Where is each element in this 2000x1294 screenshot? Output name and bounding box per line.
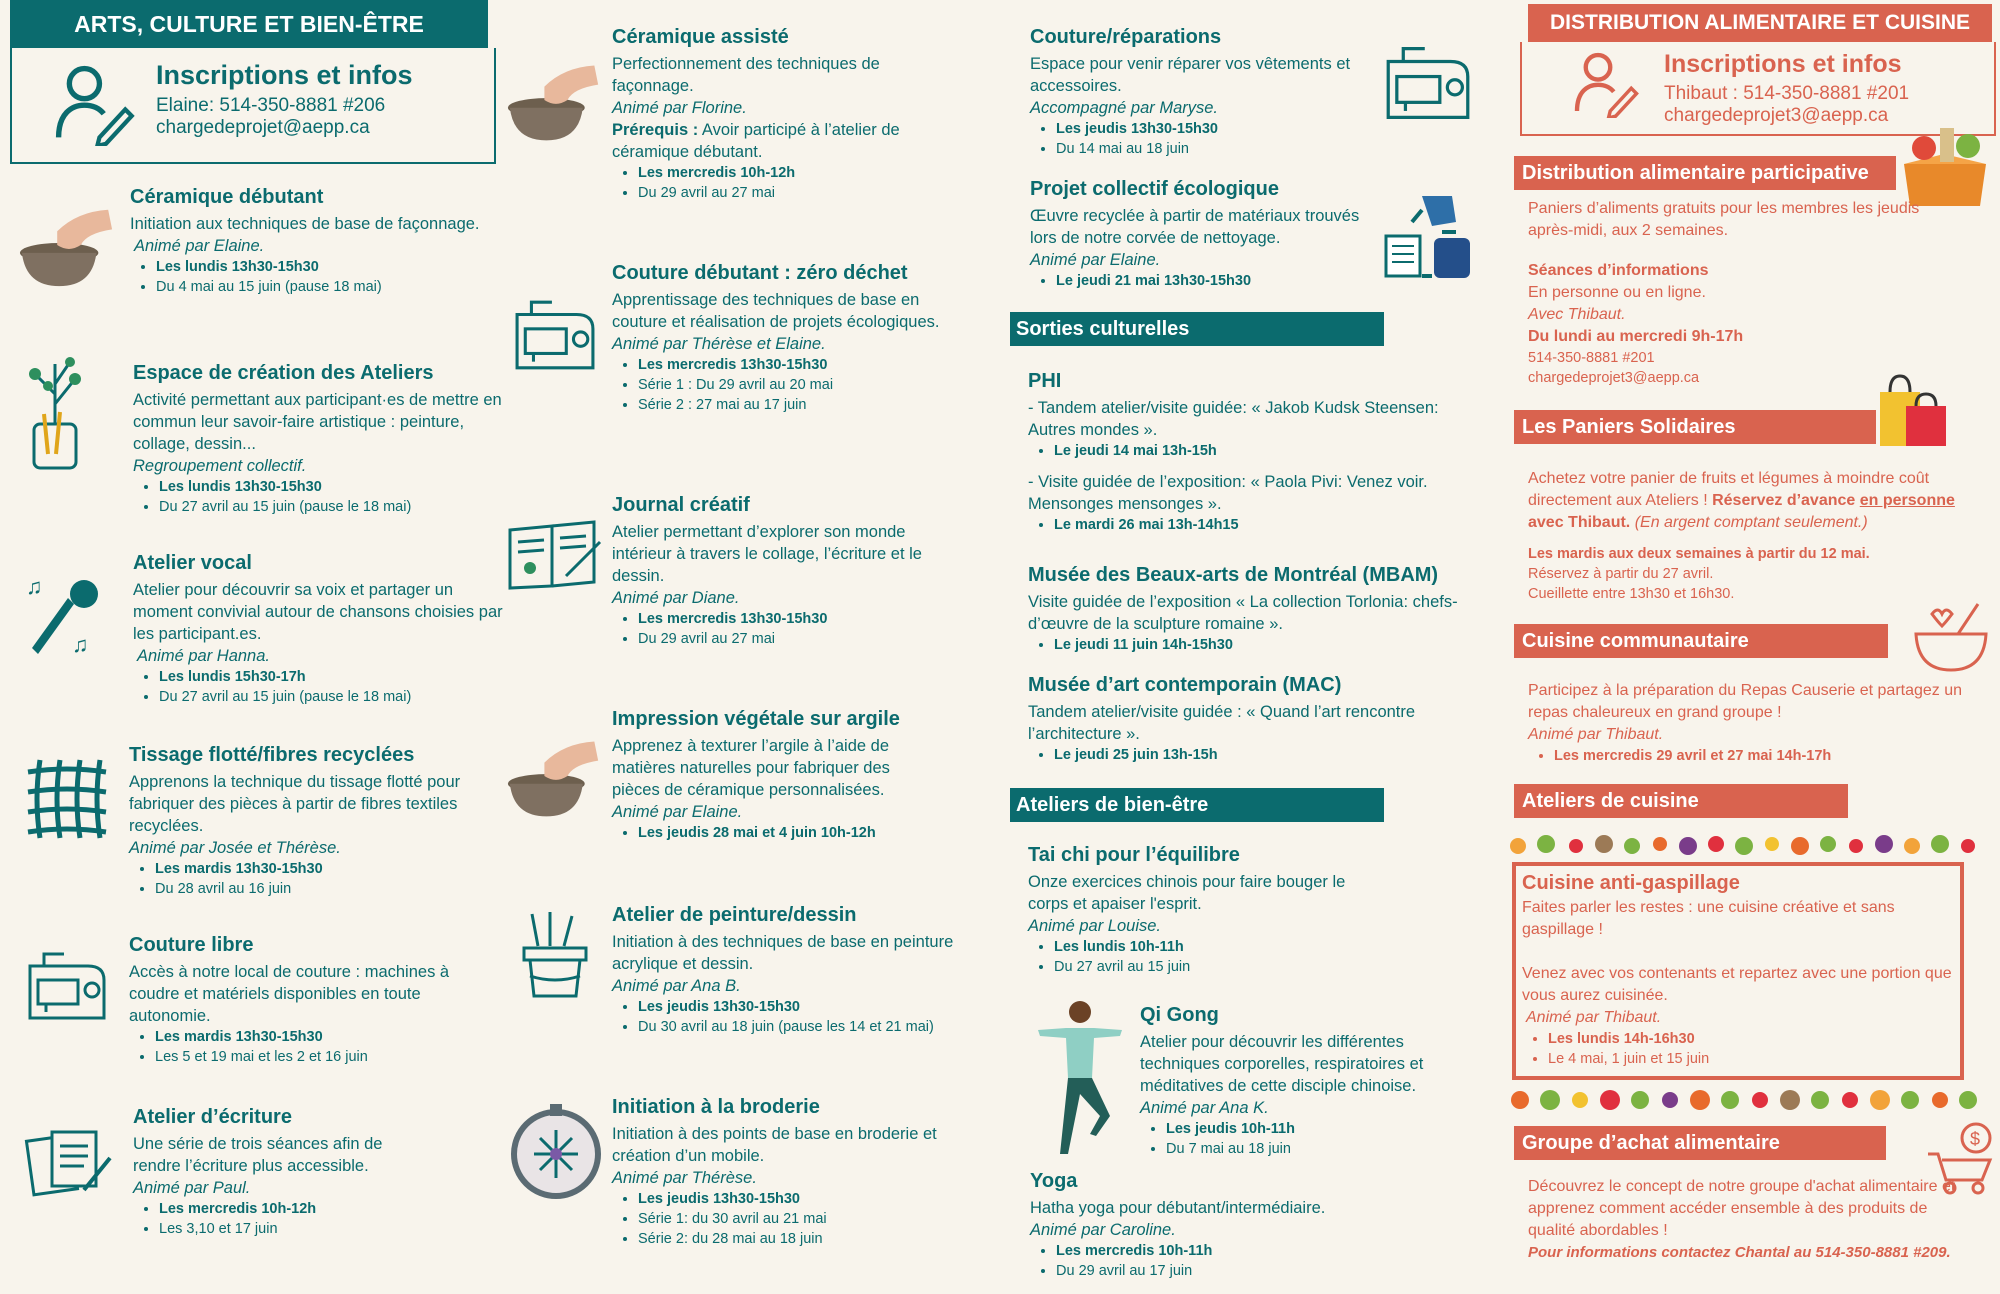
- activity-schedule: • Les mercredis 10h-12h: [159, 1199, 433, 1219]
- activity-title: Qi Gong: [1140, 1004, 1219, 1026]
- paniers-note-2: Cueillette entre 13h30 et 16h30.: [1528, 586, 1735, 602]
- svg-text:$: $: [1970, 1129, 1981, 1149]
- qigong-person-icon: [1030, 996, 1130, 1160]
- activity-schedule: • Les mardis 13h30-15h30: [155, 859, 499, 879]
- antigaspi-animator: Animé par Thibaut.: [1526, 1009, 1662, 1026]
- activity-dates: • Du 7 mai au 18 juin: [1166, 1139, 1460, 1159]
- outing-schedule: • Le jeudi 25 juin 13h-15h: [1054, 745, 1468, 765]
- paniers-schedule: Les mardis aux deux semaines à partir du 12 mai.: [1528, 546, 1870, 562]
- activity-ceramique-assiste: [612, 26, 932, 203]
- activity-desc: Atelier pour découvrir sa voix et partager un moment convivial autour de chansons choisies par les participant.es.: [133, 581, 503, 643]
- pottery-bowl-icon: [506, 732, 602, 822]
- activity-title: Céramique débutant: [130, 186, 324, 208]
- activity-title: Espace de création des Ateliers: [133, 362, 434, 384]
- activity-schedule: • Les lundis 15h30-17h: [159, 667, 505, 687]
- activity-animator: Animé par Caroline.: [1030, 1221, 1176, 1239]
- svg-text:♫: ♫: [26, 574, 43, 599]
- paniers-block: [1528, 468, 1978, 604]
- activity-desc: Accès à notre local de couture : machines à coudre et matériels disponibles en toute autonomie.: [129, 963, 450, 1025]
- activity-broderie: [612, 1096, 952, 1249]
- embroidery-hoop-icon: [508, 1100, 604, 1200]
- activity-schedule: • Les jeudis 28 mai et 4 juin 10h-12h: [638, 823, 942, 843]
- cuisine-communautaire-header: Cuisine communautaire: [1514, 624, 1888, 658]
- activity-title: Couture/réparations: [1030, 26, 1222, 48]
- activity-atelier-vocal: [133, 552, 505, 707]
- groupe-achat-block: [1528, 1176, 1968, 1264]
- activity-title: Atelier de peinture/dessin: [612, 904, 857, 926]
- sewing-machine-icon: [510, 294, 600, 376]
- activity-schedule: • Le jeudi 21 mai 13h30-15h30: [1056, 271, 1380, 291]
- activity-dates-2: • Série 2 : 27 mai au 17 juin: [638, 395, 952, 415]
- achat-desc: Découvrez le concept de notre groupe d'achat alimentaire et apprenez comment accéder ensemble à des produits de qualité abordables !: [1528, 1178, 1956, 1239]
- activity-title: Couture débutant : zéro déchet: [612, 262, 908, 284]
- activity-desc: Onze exercices chinois pour faire bouger le corps et apaiser l'esprit.: [1028, 873, 1346, 913]
- activity-animator: Animé par Elaine.: [612, 803, 743, 821]
- activity-animator: Animé par Thérèse et Elaine.: [612, 335, 826, 353]
- mixing-bowl-icon: [1912, 600, 1990, 674]
- info-session-schedule: Du lundi au mercredi 9h-17h: [1528, 328, 1744, 345]
- activity-animator: Animé par Elaine.: [1030, 251, 1161, 269]
- activity-dates: • Du 28 avril au 16 juin: [155, 879, 499, 899]
- antigaspi-title: Cuisine anti-gaspillage: [1522, 872, 1740, 894]
- activity-dates: • Du 27 avril au 15 juin (pause le 18 mai): [159, 687, 505, 707]
- activity-ceramique-debutant: [130, 186, 500, 297]
- activity-dates: • Les 5 et 19 mai et les 2 et 16 juin: [155, 1047, 499, 1067]
- outing-schedule: • Le jeudi 11 juin 14h-15h30: [1054, 635, 1478, 655]
- activity-dates: • Série 1: du 30 avril au 21 mai: [638, 1209, 952, 1229]
- paniers-desc: Achetez votre panier de fruits et légumes à moindre coût directement aux Ateliers ! Réservez d’avance en personne avec Thibaut. (En argent comptant seulement.): [1528, 470, 1955, 531]
- activity-animator: Animé par Diane.: [612, 589, 740, 607]
- outing-desc: Tandem atelier/visite guidée : « Quand l’art rencontre l’architecture ».: [1028, 703, 1416, 743]
- svg-text:♫: ♫: [72, 632, 89, 657]
- plant-pot-icon: [20, 354, 90, 474]
- right-section-header: DISTRIBUTION ALIMENTAIRE ET CUISINE: [1528, 4, 1992, 42]
- activity-animator: Animé par Josée et Thérèse.: [129, 839, 341, 857]
- activity-qigong: [1140, 1004, 1460, 1159]
- activity-title: Céramique assisté: [612, 26, 789, 48]
- activity-desc: Espace pour venir réparer vos vêtements et accessoires.: [1030, 55, 1351, 95]
- activity-dates: • Série 1 : Du 29 avril au 20 mai: [638, 375, 952, 395]
- antigaspi-desc-1: Faites parler les restes : une cuisine créative et sans gaspillage !: [1522, 899, 1895, 938]
- vegetable-border-bottom: [1506, 1082, 1980, 1118]
- activity-ecriture: [133, 1106, 433, 1239]
- activity-dates: • Du 27 avril au 15 juin: [1054, 957, 1388, 977]
- outing-desc-2: - Visite guidée de l’exposition: « Paola Pivi: Venez voir. Mensonges mensonges ».: [1028, 473, 1428, 513]
- groupe-achat-header: Groupe d’achat alimentaire: [1514, 1126, 1886, 1160]
- activity-dates: • Les 3,10 et 17 juin: [159, 1219, 433, 1239]
- info-session-title: Séances d’informations: [1528, 262, 1709, 279]
- activity-desc: Perfectionnement des techniques de façonnage.: [612, 55, 880, 95]
- activity-title: Yoga: [1030, 1170, 1078, 1192]
- ateliers-cuisine-header: Ateliers de cuisine: [1514, 784, 1848, 818]
- outing-title: Musée des Beaux-arts de Montréal (MBAM): [1028, 564, 1439, 586]
- activity-dates: • Du 14 mai au 18 juin: [1056, 139, 1370, 159]
- outing-phi: [1028, 370, 1468, 535]
- activity-desc: Apprentissage des techniques de base en couture et réalisation de projets écologiques.: [612, 291, 940, 331]
- activity-couture-reparations: [1030, 26, 1370, 159]
- activity-schedule: • Les mardis 13h30-15h30: [155, 1027, 499, 1047]
- cuisine-animator: Animé par Thibaut.: [1528, 726, 1664, 743]
- info-session-animator: Avec Thibaut.: [1528, 306, 1626, 323]
- user-edit-icon: [50, 60, 136, 146]
- activity-title: Tissage flotté/fibres recyclées: [129, 744, 415, 766]
- paniers-header: Les Paniers Solidaires: [1514, 410, 1876, 444]
- activity-desc: Initiation à des techniques de base en peinture acrylique et dessin.: [612, 933, 954, 973]
- activity-animator: Animé par Louise.: [1028, 917, 1161, 935]
- right-contact-email: chargedeprojet3@aepp.ca: [1664, 105, 1889, 126]
- right-contact-phone: Thibaut : 514-350-8881 #201: [1664, 83, 1910, 104]
- activity-dates: • Du 4 mai au 15 juin (pause 18 mai): [156, 277, 500, 297]
- left-contact-phone: Elaine: 514-350-8881 #206: [156, 95, 386, 116]
- activity-couture-libre: [129, 934, 499, 1067]
- sewing-machine-icon: [1380, 40, 1476, 126]
- activity-desc: Atelier pour découvrir les différentes techniques corporelles, respiratoires et méditatives de cette disciple chinoise.: [1140, 1033, 1424, 1095]
- activity-schedule: • Les jeudis 10h-11h: [1166, 1119, 1460, 1139]
- activity-yoga: [1030, 1170, 1390, 1281]
- activity-projet-ecologique: [1030, 178, 1380, 291]
- info-session-desc: En personne ou en ligne.: [1528, 284, 1706, 301]
- journal-icon: [506, 516, 602, 592]
- activity-desc: Initiation à des points de base en broderie et création d’un mobile.: [612, 1125, 937, 1165]
- activity-title: Atelier d’écriture: [133, 1106, 292, 1128]
- activity-title: Couture libre: [129, 934, 254, 956]
- activity-schedule: • Les mercredis 13h30-15h30: [638, 609, 952, 629]
- activity-schedule: • Les lundis 13h30-15h30: [156, 257, 500, 277]
- activity-dates: • Du 27 avril au 15 juin (pause le 18 mai): [159, 497, 503, 517]
- writing-papers-icon: [24, 1118, 114, 1198]
- activity-dates: • Du 29 avril au 27 mai: [638, 629, 952, 649]
- activity-animator: Animé par Elaine.: [134, 237, 265, 255]
- activity-schedule: • Les jeudis 13h30-15h30: [1056, 119, 1370, 139]
- paniers-note-1: Réservez à partir du 27 avril.: [1528, 566, 1714, 582]
- activity-dates: • Du 29 avril au 27 mai: [638, 183, 932, 203]
- activity-animator: Accompagné par Maryse.: [1030, 99, 1219, 117]
- activity-desc: Atelier permettant d’explorer son monde intérieur à travers le collage, l’écriture et le dessin.: [612, 523, 922, 585]
- antigaspi-desc-2: Venez avec vos contenants et repartez avec une portion que vous aurez cuisinée.: [1522, 965, 1952, 1004]
- activity-schedule: • Les mercredis 13h30-15h30: [638, 355, 952, 375]
- activity-journal-creatif: [612, 494, 952, 649]
- antigaspi-dates: • Le 4 mai, 1 juin et 15 juin: [1548, 1049, 1958, 1069]
- activity-desc: Hatha yoga pour débutant/intermédiaire.: [1030, 1199, 1326, 1217]
- activity-desc: Une série de trois séances afin de rendre l’écriture plus accessible.: [133, 1135, 383, 1175]
- activity-title: Projet collectif écologique: [1030, 178, 1279, 200]
- activity-animator: Animé par Ana B.: [612, 977, 741, 995]
- info-session-phone: 514-350-8881 #201: [1528, 350, 1655, 366]
- vegetable-border-top: [1506, 830, 1980, 860]
- activity-title: Impression végétale sur argile: [612, 708, 900, 730]
- activity-schedule: • Les jeudis 13h30-15h30: [638, 1189, 952, 1209]
- activity-impression-vegetale: [612, 708, 942, 843]
- activity-tissage: [129, 744, 499, 899]
- bien-etre-header: Ateliers de bien-être: [1010, 788, 1384, 822]
- activity-dates: • Du 30 avril au 18 juin (pause les 14 et 21 mai): [638, 1017, 972, 1037]
- activity-peinture-dessin: [612, 904, 972, 1037]
- achat-contact: Pour informations contactez Chantal au 514-350-8881 #209.: [1528, 1244, 1951, 1261]
- food-box-icon: [1894, 124, 1996, 208]
- weaving-icon: [24, 756, 110, 842]
- distribution-block: [1528, 198, 1968, 388]
- activity-animator: Animé par Ana K.: [1140, 1099, 1269, 1117]
- cuisine-desc: Participez à la préparation du Repas Causerie et partagez un repas chaleureux en grand groupe !: [1528, 682, 1963, 721]
- left-contact-email: chargedeprojet@aepp.ca: [156, 117, 370, 138]
- microphone-music-icon: [24, 574, 110, 660]
- pottery-bowl-icon: [506, 56, 602, 146]
- activity-title: Atelier vocal: [133, 552, 252, 574]
- activity-animator: Animé par Florine.: [612, 99, 747, 117]
- left-contact-box: [10, 48, 496, 164]
- activity-schedule: • Les lundis 13h30-15h30: [159, 477, 503, 497]
- distribution-desc: Paniers d’aliments gratuits pour les membres les jeudis après-midi, aux 2 semaines.: [1528, 200, 1920, 239]
- activity-espace-creation: [133, 362, 503, 517]
- outing-mbam: [1028, 564, 1478, 655]
- activity-dates-2: • Série 2: du 28 mai au 18 juin: [638, 1229, 952, 1249]
- recycle-icon: [1382, 192, 1476, 282]
- activity-dates: • Du 29 avril au 17 juin: [1056, 1261, 1390, 1281]
- outing-title: PHI: [1028, 370, 1062, 392]
- pottery-bowl-icon: [18, 200, 116, 292]
- outing-schedule-1: • Le jeudi 14 mai 13h-15h: [1054, 441, 1468, 461]
- shopping-bags-icon: [1876, 372, 1950, 448]
- activity-title: Journal créatif: [612, 494, 750, 516]
- activity-desc: Activité permettant aux participant·es de mettre en commun leur savoir-faire artistique : peinture, collage, dessin...: [133, 391, 502, 453]
- user-edit-icon: [1570, 48, 1640, 118]
- sorties-culturelles-header: Sorties culturelles: [1010, 312, 1384, 346]
- activity-taichi: [1028, 844, 1388, 977]
- activity-schedule: • Les mercredis 10h-11h: [1056, 1241, 1390, 1261]
- cuisine-communautaire-block: [1528, 680, 1998, 766]
- left-contact-title: Inscriptions et infos: [156, 60, 413, 90]
- activity-desc: Apprenez à texturer l’argile à l’aide de matières naturelles pour fabriquer des pièces de céramique personnalisées.: [612, 737, 890, 799]
- outing-mac: [1028, 674, 1468, 765]
- distribution-header: Distribution alimentaire participative: [1514, 156, 1896, 190]
- paint-brushes-icon: [520, 910, 590, 1002]
- activity-desc: Initiation aux techniques de base de façonnage.: [130, 215, 480, 233]
- outing-title: Musée d’art contemporain (MAC): [1028, 674, 1342, 696]
- outing-schedule-2: • Le mardi 26 mai 13h-14h15: [1054, 515, 1468, 535]
- right-contact-title: Inscriptions et infos: [1664, 50, 1902, 78]
- outing-desc-1: - Tandem atelier/visite guidée: « Jakob Kudsk Steensen: Autres mondes ».: [1028, 399, 1439, 439]
- info-session-email: chargedeprojet3@aepp.ca: [1528, 370, 1700, 386]
- activity-schedule: • Les mercredis 10h-12h: [638, 163, 932, 183]
- antigaspi-schedule: • Les lundis 14h-16h30: [1548, 1029, 1958, 1049]
- activity-desc: Apprenons la technique du tissage flotté pour fabriquer des pièces à partir de fibres textiles recyclées.: [129, 773, 461, 835]
- outing-desc: Visite guidée de l’exposition « La collection Torlonia: chefs-d’œuvre de la sculpture romaine ».: [1028, 593, 1458, 633]
- activity-animator: Animé par Paul.: [133, 1179, 251, 1197]
- activity-schedule: • Les jeudis 13h30-15h30: [638, 997, 972, 1017]
- activity-desc: Œuvre recyclée à partir de matériaux trouvés lors de notre corvée de nettoyage.: [1030, 207, 1360, 247]
- activity-animator: Animé par Thérèse.: [612, 1169, 757, 1187]
- right-contact-box: [1520, 42, 1996, 136]
- left-section-header: ARTS, CULTURE ET BIEN-ÊTRE: [10, 0, 488, 48]
- activity-title: Initiation à la broderie: [612, 1096, 820, 1118]
- activity-couture-debutant: [612, 262, 952, 415]
- activity-prereq: Prérequis : Avoir participé à l’atelier de céramique débutant.: [612, 121, 900, 161]
- activity-animator: Animé par Hanna.: [137, 647, 270, 665]
- activity-schedule: • Les lundis 10h-11h: [1054, 937, 1388, 957]
- sewing-machine-icon: [24, 946, 110, 1026]
- cuisine-schedule: • Les mercredis 29 avril et 27 mai 14h-17h: [1554, 746, 1998, 766]
- anti-gaspillage-box: [1512, 862, 1964, 1080]
- activity-animator: Regroupement collectif.: [133, 457, 307, 475]
- activity-title: Tai chi pour l’équilibre: [1028, 844, 1240, 866]
